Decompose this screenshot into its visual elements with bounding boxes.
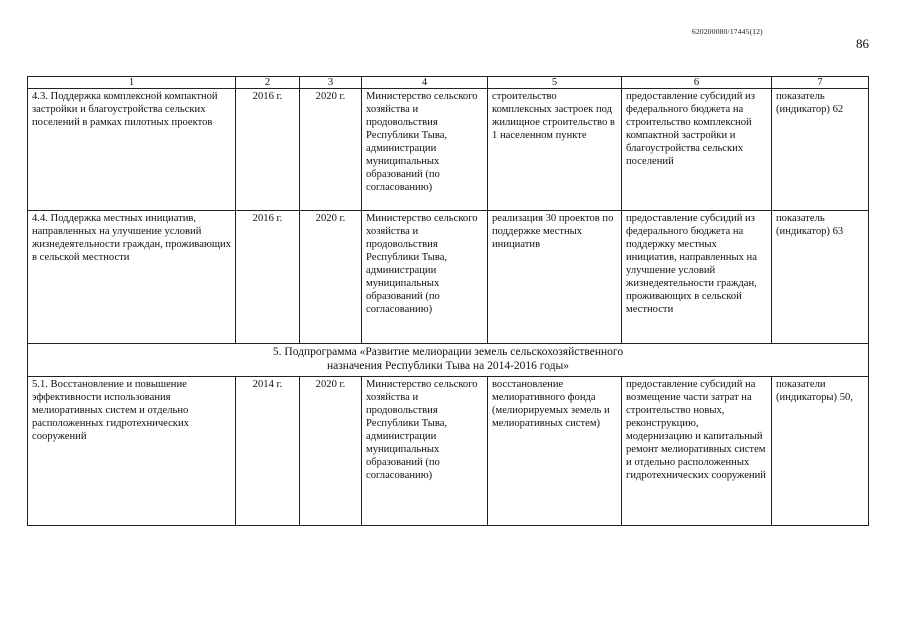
- table-row: [28, 377, 869, 526]
- executor-cell: Министерство сельского хозяйства и продовольствия Республики Тыва, администрации муниципальных образований (по согласованию): [362, 377, 488, 526]
- page-number: 86: [856, 36, 869, 51]
- start-year-cell: 2016 г.: [236, 89, 300, 211]
- subprogram-title-line: назначения Республики Тыва на 2014-2016 годы»: [327, 360, 569, 372]
- column-header: 4: [362, 77, 488, 89]
- subprogram-title-line: 5. Подпрограмма «Развитие мелиорации земель сельскохозяйственного: [272, 346, 624, 358]
- indicator-cell: показатель (индикатор) 63: [772, 211, 869, 344]
- column-header: 6: [622, 77, 772, 89]
- measure-cell: 4.3. Поддержка комплексной компактной застройки и благоустройства сельских поселений в рамках пилотных проектов: [28, 89, 236, 211]
- mechanism-cell: предоставление субсидий из федерального бюджета на строительство комплексной компактной застройки и благоустройства сельских поселений: [622, 89, 772, 211]
- measure-cell: 5.1. Восстановление и повышение эффективности использования мелиоративных систем и отдельно расположенных гидротехнических сооружений: [28, 377, 236, 526]
- end-year-cell: 2020 г.: [300, 211, 362, 344]
- executor-cell: Министерство сельского хозяйства и продовольствия Республики Тыва, администрации муниципальных образований (по согласованию): [362, 211, 488, 344]
- subprogram-title: [28, 344, 869, 377]
- end-year-cell: 2020 г.: [300, 377, 362, 526]
- column-header: 2: [236, 77, 300, 89]
- subprogram-row: [28, 344, 869, 377]
- indicator-cell: показатель (индикатор) 62: [772, 89, 869, 211]
- column-header: 3: [300, 77, 362, 89]
- end-year-cell: 2020 г.: [300, 89, 362, 211]
- start-year-cell: 2014 г.: [236, 377, 300, 526]
- document-code: 620200080/17445(12): [692, 27, 763, 36]
- column-number-row: [28, 77, 869, 89]
- start-year-cell: 2016 г.: [236, 211, 300, 344]
- column-header: 1: [28, 77, 236, 89]
- mechanism-cell: предоставление субсидий из федерального бюджета на поддержку местных инициатив, направленных на улучшение условий жизнедеятельности граждан, проживающих в сельской местности: [622, 211, 772, 344]
- executor-cell: Министерство сельского хозяйства и продовольствия Республики Тыва, администрации муниципальных образований (по согласованию): [362, 89, 488, 211]
- column-header: 7: [772, 77, 869, 89]
- table-row: [28, 211, 869, 344]
- table-row: [28, 89, 869, 211]
- result-cell: строительство комплексных застроек под жилищное строительство в 1 населенном пункте: [488, 89, 622, 211]
- measure-cell: 4.4. Поддержка местных инициатив, направленных на улучшение условий жизнедеятельности граждан, проживающих в сельской местности: [28, 211, 236, 344]
- column-header: 5: [488, 77, 622, 89]
- result-cell: восстановление мелиоративного фонда (мелиорируемых земель и мелиоративных систем): [488, 377, 622, 526]
- result-cell: реализация 30 проектов по поддержке местных инициатив: [488, 211, 622, 344]
- program-table: [27, 76, 869, 526]
- mechanism-cell: предоставление субсидий на возмещение части затрат на строительство новых, реконструкцию, модернизацию и капитальный ремонт мелиоративных систем и отдельно расположенных гидротехнических сооружений: [622, 377, 772, 526]
- indicator-cell: показатели (индикаторы) 50,: [772, 377, 869, 526]
